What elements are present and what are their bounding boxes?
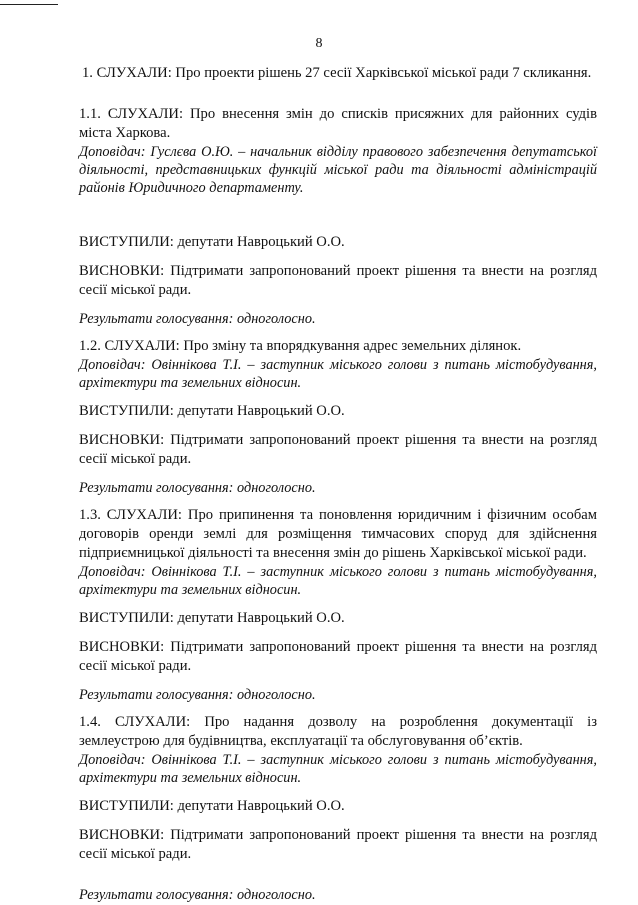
item-speakers bbox=[79, 233, 597, 252]
agenda-item-1-4 bbox=[79, 713, 597, 905]
top-edge-rule bbox=[0, 4, 58, 5]
item-speakers bbox=[79, 402, 597, 421]
speakers-label: ВИСТУПИЛИ: bbox=[79, 234, 174, 250]
votes-text: одноголосно. bbox=[237, 311, 316, 327]
speaker-text: Гуслєва О.Ю. – начальник відділу правового забезпечення депутатської діяльності, представницьких функцій міської ради та діяльності адміністрацій районів Юридичного департаменту. bbox=[79, 144, 597, 196]
conclusions-label: ВИСНОВКИ: bbox=[79, 639, 165, 655]
speakers-text: депутати Навроцький О.О. bbox=[177, 610, 345, 626]
item-conclusions bbox=[79, 638, 597, 676]
votes-text: одноголосно. bbox=[237, 887, 316, 903]
agenda-item-1-3 bbox=[79, 506, 597, 705]
main-item-heading: 1. СЛУХАЛИ: bbox=[82, 65, 172, 81]
votes-label: Результати голосування: bbox=[79, 311, 234, 327]
item-speakers bbox=[79, 609, 597, 628]
item-title bbox=[79, 713, 597, 751]
speakers-label: ВИСТУПИЛИ: bbox=[79, 798, 174, 814]
item-title-text: Про припинення та поновлення юридичним і фізичним особам договорів оренди землі для розміщення тимчасових споруд для здійснення підприємницької діяльності та внесення змін до рішень Харківської міської ради. bbox=[79, 507, 597, 561]
agenda-item-1-2 bbox=[79, 337, 597, 498]
speakers-text: депутати Навроцький О.О. bbox=[177, 798, 345, 814]
item-heading: 1.2. СЛУХАЛИ: bbox=[79, 338, 180, 354]
speakers-label: ВИСТУПИЛИ: bbox=[79, 610, 174, 626]
speaker-label: Доповідач: bbox=[79, 752, 146, 768]
item-votes bbox=[79, 310, 597, 329]
item-heading: 1.4. СЛУХАЛИ: bbox=[79, 714, 191, 730]
minutes-body bbox=[79, 64, 597, 905]
conclusions-text: Підтримати запропонований проект рішення та внести на розгляд сесії міської ради. bbox=[79, 432, 597, 467]
item-votes bbox=[79, 686, 597, 705]
item-speaker bbox=[79, 356, 597, 392]
item-votes bbox=[79, 479, 597, 498]
conclusions-label: ВИСНОВКИ: bbox=[79, 432, 165, 448]
item-heading: 1.3. СЛУХАЛИ: bbox=[79, 507, 182, 523]
speakers-label: ВИСТУПИЛИ: bbox=[79, 403, 174, 419]
conclusions-label: ВИСНОВКИ: bbox=[79, 827, 165, 843]
item-title bbox=[79, 105, 597, 143]
item-conclusions bbox=[79, 431, 597, 469]
page-number: 8 bbox=[315, 36, 323, 51]
item-title bbox=[79, 506, 597, 563]
main-item-text: Про проекти рішень 27 сесії Харківської міської ради 7 скликання. bbox=[175, 65, 592, 81]
speaker-text: Овіннікова Т.І. – заступник міського голови з питань містобудування, архітектури та земельних відносин. bbox=[79, 752, 597, 786]
conclusions-text: Підтримати запропонований проект рішення та внести на розгляд сесії міської ради. bbox=[79, 827, 597, 862]
item-votes bbox=[79, 886, 597, 905]
item-heading: 1.1. СЛУХАЛИ: bbox=[79, 106, 184, 122]
agenda-item-1-1 bbox=[79, 105, 597, 329]
item-speakers bbox=[79, 797, 597, 816]
votes-text: одноголосно. bbox=[237, 687, 316, 703]
speaker-text: Овіннікова Т.І. – заступник міського голови з питань містобудування, архітектури та земельних відносин. bbox=[79, 357, 597, 391]
item-title bbox=[79, 337, 597, 356]
item-speaker bbox=[79, 563, 597, 599]
speaker-label: Доповідач: bbox=[79, 564, 146, 580]
speaker-label: Доповідач: bbox=[79, 357, 146, 373]
item-speaker bbox=[79, 751, 597, 787]
main-item bbox=[79, 64, 597, 83]
speaker-label: Доповідач: bbox=[79, 144, 146, 160]
conclusions-text: Підтримати запропонований проект рішення та внести на розгляд сесії міської ради. bbox=[79, 263, 597, 298]
votes-label: Результати голосування: bbox=[79, 480, 234, 496]
votes-text: одноголосно. bbox=[237, 480, 316, 496]
speaker-text: Овіннікова Т.І. – заступник міського голови з питань містобудування, архітектури та земельних відносин. bbox=[79, 564, 597, 598]
item-conclusions bbox=[79, 826, 597, 864]
conclusions-text: Підтримати запропонований проект рішення та внести на розгляд сесії міської ради. bbox=[79, 639, 597, 674]
speakers-text: депутати Навроцький О.О. bbox=[177, 403, 345, 419]
item-title-text: Про надання дозволу на розроблення документації із землеустрою для будівництва, експлуатації та обслуговування об’єктів. bbox=[79, 714, 598, 749]
item-speaker bbox=[79, 143, 597, 197]
speakers-text: депутати Навроцький О.О. bbox=[177, 234, 345, 250]
votes-label: Результати голосування: bbox=[79, 887, 234, 903]
conclusions-label: ВИСНОВКИ: bbox=[79, 263, 165, 279]
votes-label: Результати голосування: bbox=[79, 687, 234, 703]
item-conclusions bbox=[79, 262, 597, 300]
item-title-text: Про зміну та впорядкування адрес земельних ділянок. bbox=[183, 338, 522, 354]
item-title-text: Про внесення змін до списків присяжних для районних судів міста Харкова. bbox=[79, 106, 597, 141]
